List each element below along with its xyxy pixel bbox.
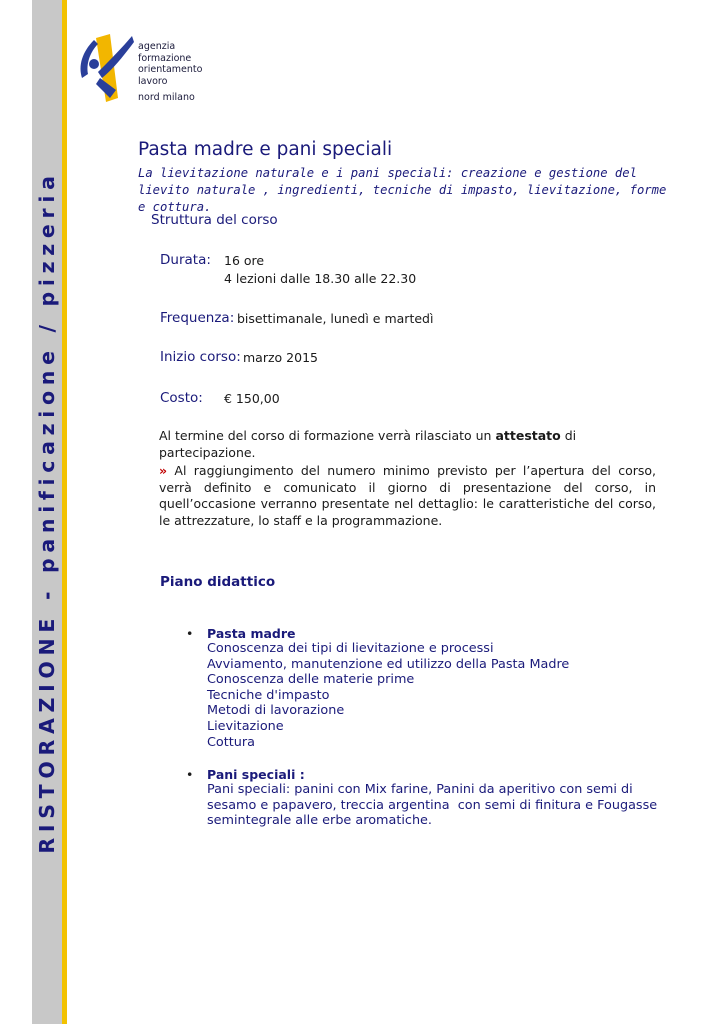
attestato-paragraph: [159, 428, 656, 461]
attestato-bold: attestato: [495, 428, 561, 443]
notice-paragraph: [159, 463, 656, 529]
sidebar-vertical-title: RISTORAZIONE - panificazione / pizzeria: [35, 170, 59, 854]
logo-text-line4: lavoro: [138, 75, 168, 87]
afol-logo-icon: [76, 32, 136, 104]
frequenza-value: bisettimanale, lunedì e martedì: [237, 311, 434, 326]
durata-detail: 4 lezioni dalle 18.30 alle 22.30: [224, 271, 417, 286]
piano-item-line: Pani speciali: panini con Mix farine, Panini da aperitivo con semi di: [207, 782, 633, 797]
attestato-prefix: Al termine del corso di formazione verrà rilasciato un: [159, 428, 496, 443]
piano-item-line: sesamo e papavero, treccia argentina con semi di finitura e Fougasse: [207, 797, 658, 813]
logo-subtitle: nord milano: [138, 92, 195, 103]
piano-item-title: Pasta madre: [207, 626, 296, 641]
piano-item-line: semintegrale alle erbe aromatiche.: [207, 813, 432, 829]
piano-item-line: Lievitazione: [207, 718, 284, 734]
piano-item-line: Metodi di lavorazione: [207, 703, 345, 719]
attestato-suffix: di partecipazione.: [159, 428, 577, 460]
afol-logo: [76, 32, 216, 104]
piano-item-list: [207, 782, 657, 829]
piano-heading: Piano didattico: [160, 574, 276, 590]
piano-item-line: Cottura: [207, 734, 256, 750]
frequenza-label: Frequenza:: [160, 310, 235, 326]
piano-item-line: Conoscenza delle materie prime: [207, 672, 415, 688]
bullet-icon: •: [186, 626, 194, 641]
durata-value: 16 ore: [224, 253, 265, 268]
piano-item-line: Conoscenza dei tipi di lievitazione e processi: [207, 641, 494, 656]
costo-label: Costo:: [160, 390, 203, 406]
notice-text: Al raggiungimento del numero minimo previsto per l’apertura del corso, verrà definito e comunicato il giorno di presentazione del corso, in quell’occasione verranno presentate nel dettaglio: le caratteristiche del corso, le attrezzature, lo staff e la programmazione.: [159, 463, 656, 528]
costo-value: € 150,00: [224, 391, 280, 406]
course-subtitle: La lievitazione naturale e i pani speciali: creazione e gestione del lievito naturale , ingredienti, tecniche di impasto, lievitazione, forme e cottura.: [138, 166, 667, 214]
piano-item-title: Pani speciali :: [207, 767, 305, 782]
logo-text-line2: formazione: [138, 52, 192, 64]
inizio-label: Inizio corso:: [160, 349, 241, 365]
sidebar-yellow-line: [62, 0, 67, 1024]
durata-label: Durata:: [160, 252, 211, 268]
logo-text-line3: orientamento: [138, 64, 203, 75]
logo-text-line1: agenzia: [138, 41, 176, 52]
bullet-icon: •: [186, 767, 194, 782]
course-title: Pasta madre e pani speciali: [138, 139, 393, 160]
piano-item-line: Avviamento, manutenzione ed utilizzo della Pasta Madre: [207, 656, 570, 672]
structure-heading: Struttura del corso: [151, 212, 278, 228]
piano-item-line: Tecniche d'impasto: [207, 687, 330, 703]
notice-arrow-icon: »: [159, 463, 168, 478]
piano-item-list: [207, 641, 569, 750]
inizio-value: marzo 2015: [243, 350, 318, 365]
